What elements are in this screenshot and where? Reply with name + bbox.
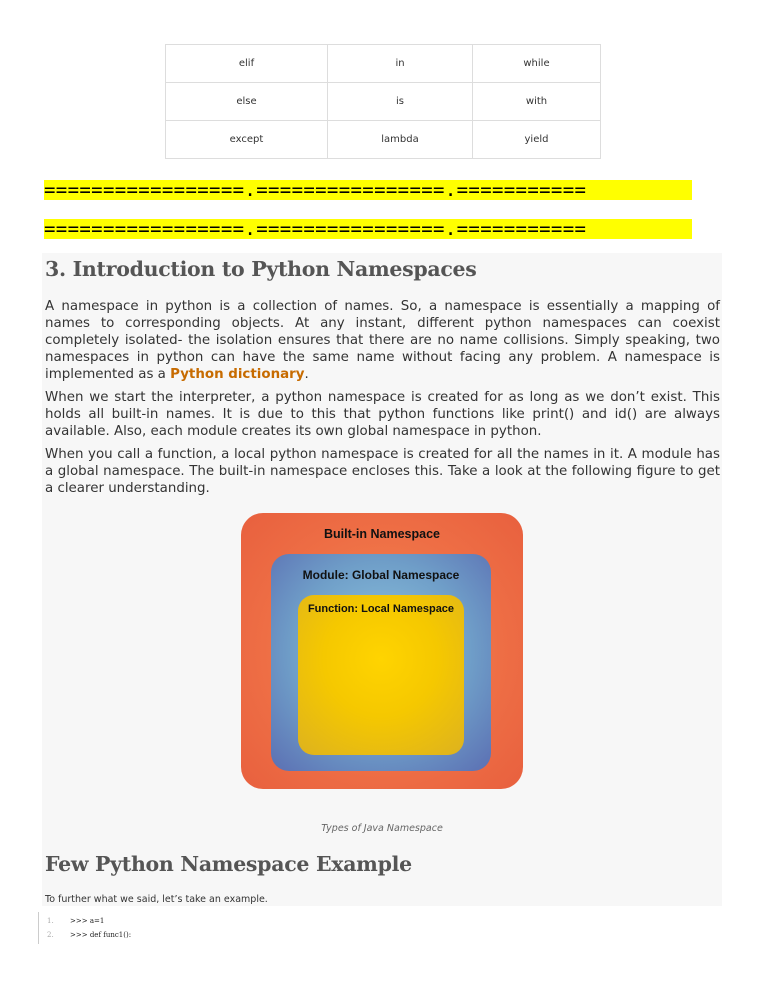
table-row — [166, 121, 601, 159]
python-dictionary-link[interactable]: Python dictionary — [170, 367, 305, 382]
table-cell: except — [166, 121, 328, 159]
global-namespace-box — [271, 554, 491, 771]
paragraph-text: . — [304, 367, 309, 382]
code-block — [38, 912, 439, 944]
namespace-diagram — [241, 513, 523, 789]
section-heading: 3. Introduction to Python Namespaces — [45, 257, 477, 281]
separator-line: =================.================.=========== — [44, 219, 692, 239]
table-cell: yield — [473, 121, 601, 159]
line-number: 2. — [47, 931, 54, 939]
global-namespace-label: Module: Global Namespace — [302, 568, 460, 582]
paragraph — [45, 298, 720, 383]
table-cell: lambda — [328, 121, 473, 159]
builtin-namespace-label: Built-in Namespace — [323, 527, 440, 541]
code-text: >>> a=1 — [70, 917, 105, 925]
table-cell: else — [166, 83, 328, 121]
example-intro: To further what we said, let’s take an example. — [45, 894, 268, 905]
paragraph: When we start the interpreter, a python namespace is created for as long as we don’t exist. This holds all built-in names. It is due to this that python functions like print() and id() are always available. Also, each module creates its own global namespace in python. — [45, 390, 720, 439]
table-cell: in — [328, 45, 473, 83]
separator-line: =================.================.=========== — [44, 180, 692, 200]
table-cell: elif — [166, 45, 328, 83]
figure-caption: Types of Java Namespace — [321, 823, 443, 834]
table-cell: while — [473, 45, 601, 83]
line-number: 1. — [47, 917, 54, 925]
local-namespace-box — [298, 595, 464, 755]
keyword-table — [165, 44, 601, 159]
paragraph-text: A namespace in python is a collection of names. So, a namespace is essentially a mapping of names to corresponding objects. At any instant, different python namespaces can coexist completely isolated- the isolation ensures that there are no name collisions. Simply speaking, two namespaces in python can have the same name without facing any problem. A namespace is implemented as a — [45, 299, 720, 382]
table-cell: with — [473, 83, 601, 121]
example-heading: Few Python Namespace Example — [45, 852, 412, 876]
table-cell: is — [328, 83, 473, 121]
local-namespace-label: Function: Local Namespace — [307, 603, 455, 615]
table-row — [166, 83, 601, 121]
code-text: >>> def func1(): — [70, 931, 132, 939]
paragraph: When you call a function, a local python namespace is created for all the names in it. A module has a global namespace. The built-in namespace encloses this. Take a look at the following figure to get a clearer understanding. — [45, 447, 720, 496]
table-row — [166, 45, 601, 83]
